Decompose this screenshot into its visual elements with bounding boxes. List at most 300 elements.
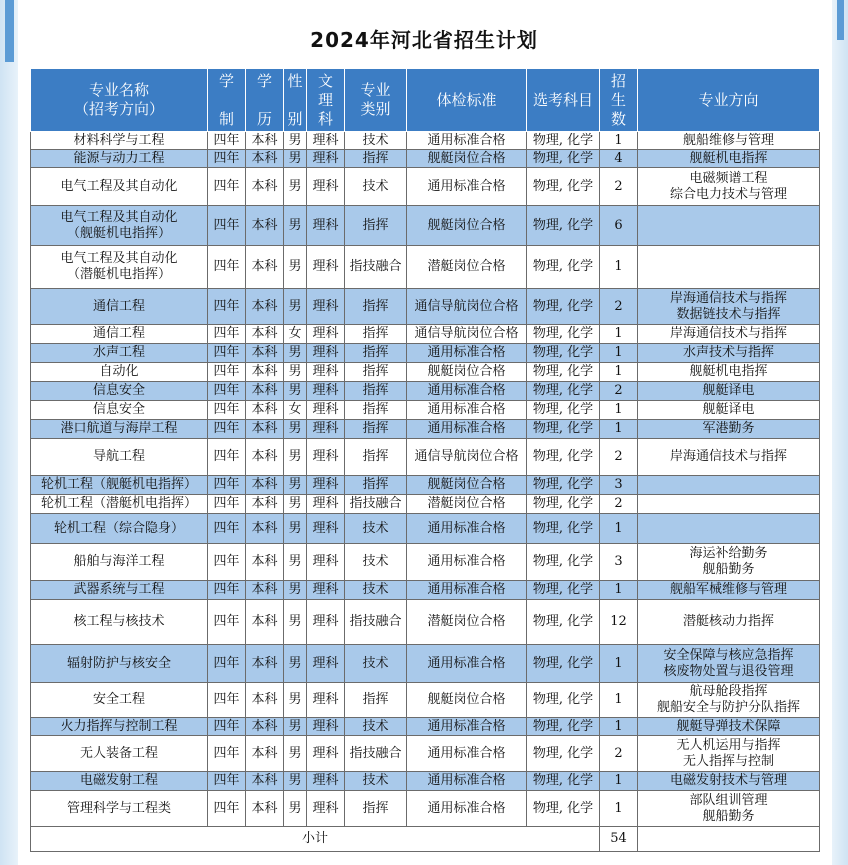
left-decorative-border bbox=[0, 0, 18, 865]
category-cell: 技术 bbox=[345, 581, 407, 600]
subjects-cell: 物理, 化学 bbox=[527, 420, 600, 439]
gender-cell: 男 bbox=[284, 791, 307, 827]
count-cell: 1 bbox=[600, 683, 638, 718]
major-cell-line: 通信工程 bbox=[92, 326, 145, 341]
major-cell-line: 能源与动力工程 bbox=[73, 150, 165, 166]
physical-standard-cell: 通用标准合格 bbox=[407, 168, 527, 206]
major-cell bbox=[31, 791, 208, 827]
track-cell: 理科 bbox=[307, 772, 345, 791]
subjects-cell: 物理, 化学 bbox=[527, 382, 600, 401]
direction-cell bbox=[638, 363, 820, 382]
duration-cell: 四年 bbox=[208, 581, 246, 600]
major-cell-line: 港口航道与海岸工程 bbox=[60, 421, 178, 436]
duration-cell: 四年 bbox=[208, 420, 246, 439]
category-cell: 指技融合 bbox=[345, 736, 407, 772]
table-row bbox=[31, 581, 820, 600]
direction-cell bbox=[638, 581, 820, 600]
count-cell: 1 bbox=[600, 344, 638, 363]
track-cell: 理科 bbox=[307, 544, 345, 581]
category-cell: 指挥 bbox=[345, 401, 407, 420]
subjects-cell: 物理, 化学 bbox=[527, 344, 600, 363]
direction-cell-line: 舰船军械维修与管理 bbox=[669, 582, 787, 597]
track-cell: 理科 bbox=[307, 168, 345, 206]
duration-cell: 四年 bbox=[208, 401, 246, 420]
table-row bbox=[31, 289, 820, 325]
gender-cell: 男 bbox=[284, 206, 307, 246]
degree-cell: 本科 bbox=[246, 736, 284, 772]
table-row bbox=[31, 600, 820, 645]
count-cell: 1 bbox=[600, 132, 638, 150]
major-cell-line: 轮机工程（综合隐身） bbox=[53, 520, 184, 536]
category-cell: 指技融合 bbox=[345, 246, 407, 289]
physical-standard-cell: 通用标准合格 bbox=[407, 132, 527, 150]
degree-cell: 本科 bbox=[246, 246, 284, 289]
major-cell-line: 水声工程 bbox=[92, 345, 145, 360]
gender-cell: 男 bbox=[284, 150, 307, 168]
track-cell: 理科 bbox=[307, 325, 345, 344]
direction-cell bbox=[638, 401, 820, 420]
duration-cell: 四年 bbox=[208, 514, 246, 544]
degree-cell: 本科 bbox=[246, 683, 284, 718]
subjects-cell: 物理, 化学 bbox=[527, 363, 600, 382]
category-cell: 技术 bbox=[345, 514, 407, 544]
physical-standard-cell: 通用标准合格 bbox=[407, 736, 527, 772]
count-cell: 1 bbox=[600, 645, 638, 683]
duration-cell: 四年 bbox=[208, 736, 246, 772]
category-cell: 技术 bbox=[345, 772, 407, 791]
table-row bbox=[31, 683, 820, 718]
track-cell: 理科 bbox=[307, 718, 345, 736]
category-cell: 指挥 bbox=[345, 363, 407, 382]
track-cell: 理科 bbox=[307, 581, 345, 600]
count-cell: 3 bbox=[600, 544, 638, 581]
direction-cell bbox=[638, 514, 820, 544]
physical-standard-cell: 通用标准合格 bbox=[407, 718, 527, 736]
direction-cell-line: 舰船安全与防护分队指挥 bbox=[656, 700, 800, 715]
major-cell-line: 核工程与核技术 bbox=[73, 614, 165, 629]
physical-standard-cell: 通用标准合格 bbox=[407, 420, 527, 439]
direction-cell bbox=[638, 772, 820, 791]
gender-cell: 男 bbox=[284, 132, 307, 150]
degree-cell: 本科 bbox=[246, 206, 284, 246]
track-cell: 理科 bbox=[307, 791, 345, 827]
category-cell: 指挥 bbox=[345, 420, 407, 439]
category-cell: 技术 bbox=[345, 168, 407, 206]
gender-cell: 男 bbox=[284, 544, 307, 581]
direction-cell-line: 岸海通信技术与指挥 bbox=[669, 290, 787, 306]
physical-standard-cell: 潜艇岗位合格 bbox=[407, 600, 527, 645]
track-cell: 理科 bbox=[307, 382, 345, 401]
right-decorative-border bbox=[832, 0, 848, 865]
direction-cell-line: 综合电力技术与管理 bbox=[669, 186, 787, 202]
subjects-cell: 物理, 化学 bbox=[527, 168, 600, 206]
header-degree: 学 历 bbox=[246, 69, 284, 132]
track-cell: 理科 bbox=[307, 600, 345, 645]
duration-cell: 四年 bbox=[208, 206, 246, 246]
total-label: 小计 bbox=[31, 827, 600, 852]
major-cell bbox=[31, 132, 208, 150]
total-blank bbox=[638, 827, 820, 852]
track-cell: 理科 bbox=[307, 514, 345, 544]
category-cell: 技术 bbox=[345, 645, 407, 683]
major-cell bbox=[31, 772, 208, 791]
major-cell-line: 火力指挥与控制工程 bbox=[60, 718, 178, 734]
category-cell: 指挥 bbox=[345, 439, 407, 476]
count-cell: 1 bbox=[600, 325, 638, 344]
direction-cell-line: 舰艇机电指挥 bbox=[689, 364, 768, 379]
subjects-cell: 物理, 化学 bbox=[527, 325, 600, 344]
direction-cell bbox=[638, 132, 820, 150]
subjects-cell: 物理, 化学 bbox=[527, 581, 600, 600]
table-row bbox=[31, 439, 820, 476]
major-cell-line: 电气工程及其自动化 bbox=[60, 209, 178, 225]
degree-cell: 本科 bbox=[246, 132, 284, 150]
major-cell bbox=[31, 246, 208, 289]
gender-cell: 女 bbox=[284, 401, 307, 420]
direction-cell-line: 舰船勤务 bbox=[702, 808, 755, 824]
major-cell bbox=[31, 150, 208, 168]
direction-cell bbox=[638, 325, 820, 344]
direction-cell-line: 岸海通信技术与指挥 bbox=[669, 449, 787, 464]
gender-cell: 男 bbox=[284, 246, 307, 289]
subjects-cell: 物理, 化学 bbox=[527, 772, 600, 791]
subjects-cell: 物理, 化学 bbox=[527, 206, 600, 246]
category-cell: 技术 bbox=[345, 544, 407, 581]
physical-standard-cell: 通用标准合格 bbox=[407, 401, 527, 420]
direction-cell bbox=[638, 420, 820, 439]
category-cell: 指挥 bbox=[345, 150, 407, 168]
category-cell: 指挥 bbox=[345, 683, 407, 718]
category-cell: 技术 bbox=[345, 132, 407, 150]
major-cell-line: 船舶与海洋工程 bbox=[73, 554, 165, 569]
table-row bbox=[31, 420, 820, 439]
major-cell bbox=[31, 581, 208, 600]
count-cell: 3 bbox=[600, 476, 638, 495]
gender-cell: 男 bbox=[284, 344, 307, 363]
table-row bbox=[31, 401, 820, 420]
gender-cell: 男 bbox=[284, 495, 307, 514]
physical-standard-cell: 舰艇岗位合格 bbox=[407, 206, 527, 246]
physical-standard-cell: 通信导航岗位合格 bbox=[407, 439, 527, 476]
category-cell: 技术 bbox=[345, 718, 407, 736]
duration-cell: 四年 bbox=[208, 791, 246, 827]
gender-cell: 男 bbox=[284, 289, 307, 325]
count-cell: 2 bbox=[600, 439, 638, 476]
gender-cell: 男 bbox=[284, 439, 307, 476]
track-cell: 理科 bbox=[307, 683, 345, 718]
major-cell-line: 材料科学与工程 bbox=[73, 132, 165, 148]
major-cell-line: 导航工程 bbox=[92, 449, 145, 464]
degree-cell: 本科 bbox=[246, 420, 284, 439]
direction-cell bbox=[638, 344, 820, 363]
degree-cell: 本科 bbox=[246, 382, 284, 401]
gender-cell: 女 bbox=[284, 325, 307, 344]
header-direction: 专业方向 bbox=[638, 69, 820, 132]
duration-cell: 四年 bbox=[208, 344, 246, 363]
direction-cell-line: 电磁发射技术与管理 bbox=[669, 773, 787, 788]
count-cell: 1 bbox=[600, 401, 638, 420]
subjects-cell: 物理, 化学 bbox=[527, 132, 600, 150]
duration-cell: 四年 bbox=[208, 600, 246, 645]
direction-cell-line: 电磁频谱工程 bbox=[689, 170, 768, 186]
direction-cell bbox=[638, 544, 820, 581]
duration-cell: 四年 bbox=[208, 363, 246, 382]
major-cell bbox=[31, 645, 208, 683]
track-cell: 理科 bbox=[307, 363, 345, 382]
duration-cell: 四年 bbox=[208, 150, 246, 168]
header-subjects: 选考科目 bbox=[527, 69, 600, 132]
degree-cell: 本科 bbox=[246, 439, 284, 476]
physical-standard-cell: 舰艇岗位合格 bbox=[407, 476, 527, 495]
count-cell: 1 bbox=[600, 581, 638, 600]
direction-cell bbox=[638, 206, 820, 246]
count-cell: 1 bbox=[600, 363, 638, 382]
duration-cell: 四年 bbox=[208, 544, 246, 581]
subjects-cell: 物理, 化学 bbox=[527, 150, 600, 168]
direction-cell bbox=[638, 150, 820, 168]
major-cell bbox=[31, 401, 208, 420]
direction-cell-line: 舰艇机电指挥 bbox=[689, 150, 768, 166]
major-cell bbox=[31, 683, 208, 718]
count-cell: 2 bbox=[600, 736, 638, 772]
major-cell bbox=[31, 289, 208, 325]
category-cell: 指技融合 bbox=[345, 600, 407, 645]
track-cell: 理科 bbox=[307, 420, 345, 439]
direction-cell-line: 无人机运用与指挥 bbox=[676, 737, 781, 753]
header-major: 专业名称 （招考方向） bbox=[31, 69, 208, 132]
table-row bbox=[31, 382, 820, 401]
degree-cell: 本科 bbox=[246, 645, 284, 683]
count-cell: 1 bbox=[600, 791, 638, 827]
table-row bbox=[31, 736, 820, 772]
table-row bbox=[31, 206, 820, 246]
degree-cell: 本科 bbox=[246, 344, 284, 363]
major-cell bbox=[31, 168, 208, 206]
physical-standard-cell: 通用标准合格 bbox=[407, 382, 527, 401]
direction-cell bbox=[638, 246, 820, 289]
degree-cell: 本科 bbox=[246, 581, 284, 600]
track-cell: 理科 bbox=[307, 132, 345, 150]
count-cell: 1 bbox=[600, 514, 638, 544]
major-cell bbox=[31, 495, 208, 514]
subjects-cell: 物理, 化学 bbox=[527, 401, 600, 420]
table-row bbox=[31, 544, 820, 581]
header-gender: 性 别 bbox=[284, 69, 307, 132]
major-cell-line: 信息安全 bbox=[92, 383, 145, 398]
major-cell bbox=[31, 439, 208, 476]
direction-cell-line: 军港勤务 bbox=[702, 421, 755, 436]
count-cell: 2 bbox=[600, 289, 638, 325]
subjects-cell: 物理, 化学 bbox=[527, 645, 600, 683]
major-cell-line: （舰艇机电指挥） bbox=[66, 225, 171, 241]
gender-cell: 男 bbox=[284, 514, 307, 544]
table-row bbox=[31, 150, 820, 168]
duration-cell: 四年 bbox=[208, 718, 246, 736]
gender-cell: 男 bbox=[284, 476, 307, 495]
major-cell-line: 安全工程 bbox=[92, 692, 145, 707]
gender-cell: 男 bbox=[284, 736, 307, 772]
major-cell-line: 通信工程 bbox=[92, 298, 145, 314]
major-cell-line: 轮机工程（舰艇机电指挥） bbox=[40, 477, 197, 492]
degree-cell: 本科 bbox=[246, 600, 284, 645]
category-cell: 指技融合 bbox=[345, 495, 407, 514]
gender-cell: 男 bbox=[284, 772, 307, 791]
header-row bbox=[31, 69, 820, 132]
direction-cell-line: 航母舱段指挥 bbox=[689, 684, 768, 699]
physical-standard-cell: 通用标准合格 bbox=[407, 791, 527, 827]
physical-standard-cell: 通用标准合格 bbox=[407, 544, 527, 581]
table-row bbox=[31, 645, 820, 683]
direction-cell-line: 核废物处置与退役管理 bbox=[663, 663, 794, 679]
category-cell: 指挥 bbox=[345, 382, 407, 401]
subjects-cell: 物理, 化学 bbox=[527, 718, 600, 736]
duration-cell: 四年 bbox=[208, 382, 246, 401]
direction-cell-line: 舰艇译电 bbox=[702, 402, 755, 417]
gender-cell: 男 bbox=[284, 581, 307, 600]
track-cell: 理科 bbox=[307, 495, 345, 514]
subjects-cell: 物理, 化学 bbox=[527, 514, 600, 544]
direction-cell-line: 舰艇译电 bbox=[702, 383, 755, 398]
physical-standard-cell: 潜艇岗位合格 bbox=[407, 246, 527, 289]
category-cell: 指挥 bbox=[345, 791, 407, 827]
degree-cell: 本科 bbox=[246, 514, 284, 544]
major-cell-line: 电气工程及其自动化 bbox=[60, 178, 178, 194]
major-cell bbox=[31, 325, 208, 344]
table-row bbox=[31, 718, 820, 736]
track-cell: 理科 bbox=[307, 289, 345, 325]
subjects-cell: 物理, 化学 bbox=[527, 683, 600, 718]
direction-cell-line: 无人指挥与控制 bbox=[682, 753, 774, 769]
header-duration: 学 制 bbox=[208, 69, 246, 132]
category-cell: 指挥 bbox=[345, 344, 407, 363]
count-cell: 4 bbox=[600, 150, 638, 168]
direction-cell bbox=[638, 736, 820, 772]
physical-standard-cell: 通用标准合格 bbox=[407, 645, 527, 683]
track-cell: 理科 bbox=[307, 645, 345, 683]
direction-cell-line: 部队组训管理 bbox=[689, 792, 768, 808]
duration-cell: 四年 bbox=[208, 772, 246, 791]
track-cell: 理科 bbox=[307, 246, 345, 289]
major-cell bbox=[31, 344, 208, 363]
major-cell-line: 电磁发射工程 bbox=[79, 773, 158, 788]
direction-cell-line: 安全保障与核应急指挥 bbox=[663, 647, 794, 663]
count-cell: 1 bbox=[600, 718, 638, 736]
table-row bbox=[31, 344, 820, 363]
gender-cell: 男 bbox=[284, 600, 307, 645]
total-count: 54 bbox=[600, 827, 638, 852]
direction-cell bbox=[638, 683, 820, 718]
header-arts-science: 文 理 科 bbox=[307, 69, 345, 132]
count-cell: 2 bbox=[600, 382, 638, 401]
major-cell-line: （潜艇机电指挥） bbox=[66, 267, 171, 282]
subjects-cell: 物理, 化学 bbox=[527, 439, 600, 476]
count-cell: 1 bbox=[600, 246, 638, 289]
direction-cell bbox=[638, 168, 820, 206]
major-cell-line: 轮机工程（潜艇机电指挥） bbox=[40, 496, 197, 511]
degree-cell: 本科 bbox=[246, 363, 284, 382]
major-cell bbox=[31, 420, 208, 439]
major-cell-line: 电气工程及其自动化 bbox=[60, 251, 178, 266]
subjects-cell: 物理, 化学 bbox=[527, 495, 600, 514]
table-row bbox=[31, 246, 820, 289]
major-cell-line: 管理科学与工程类 bbox=[66, 800, 171, 816]
major-cell bbox=[31, 476, 208, 495]
gender-cell: 男 bbox=[284, 645, 307, 683]
subjects-cell: 物理, 化学 bbox=[527, 289, 600, 325]
count-cell: 1 bbox=[600, 420, 638, 439]
table-row bbox=[31, 363, 820, 382]
direction-cell-line: 潜艇核动力指挥 bbox=[682, 614, 774, 629]
track-cell: 理科 bbox=[307, 736, 345, 772]
physical-standard-cell: 潜艇岗位合格 bbox=[407, 495, 527, 514]
table-row bbox=[31, 791, 820, 827]
direction-cell bbox=[638, 645, 820, 683]
degree-cell: 本科 bbox=[246, 495, 284, 514]
subjects-cell: 物理, 化学 bbox=[527, 476, 600, 495]
table-row bbox=[31, 476, 820, 495]
duration-cell: 四年 bbox=[208, 439, 246, 476]
physical-standard-cell: 舰艇岗位合格 bbox=[407, 683, 527, 718]
enrollment-plan-table bbox=[30, 68, 820, 852]
table-row bbox=[31, 495, 820, 514]
category-cell: 指挥 bbox=[345, 206, 407, 246]
physical-standard-cell: 舰艇岗位合格 bbox=[407, 150, 527, 168]
category-cell: 指挥 bbox=[345, 476, 407, 495]
gender-cell: 男 bbox=[284, 718, 307, 736]
track-cell: 理科 bbox=[307, 206, 345, 246]
degree-cell: 本科 bbox=[246, 544, 284, 581]
direction-cell-line: 舰船勤务 bbox=[702, 562, 755, 577]
duration-cell: 四年 bbox=[208, 289, 246, 325]
physical-standard-cell: 通信导航岗位合格 bbox=[407, 289, 527, 325]
table-row bbox=[31, 168, 820, 206]
degree-cell: 本科 bbox=[246, 168, 284, 206]
direction-cell bbox=[638, 600, 820, 645]
table-row bbox=[31, 772, 820, 791]
track-cell: 理科 bbox=[307, 344, 345, 363]
track-cell: 理科 bbox=[307, 401, 345, 420]
table-row bbox=[31, 132, 820, 150]
major-cell-line: 辐射防护与核安全 bbox=[66, 655, 171, 671]
physical-standard-cell: 通用标准合格 bbox=[407, 514, 527, 544]
subjects-cell: 物理, 化学 bbox=[527, 600, 600, 645]
degree-cell: 本科 bbox=[246, 791, 284, 827]
subjects-cell: 物理, 化学 bbox=[527, 246, 600, 289]
count-cell: 12 bbox=[600, 600, 638, 645]
count-cell: 2 bbox=[600, 495, 638, 514]
major-cell-line: 无人装备工程 bbox=[79, 745, 158, 761]
degree-cell: 本科 bbox=[246, 289, 284, 325]
gender-cell: 男 bbox=[284, 168, 307, 206]
degree-cell: 本科 bbox=[246, 401, 284, 420]
duration-cell: 四年 bbox=[208, 683, 246, 718]
direction-cell-line: 岸海通信技术与指挥 bbox=[669, 326, 787, 341]
track-cell: 理科 bbox=[307, 150, 345, 168]
category-cell: 指挥 bbox=[345, 325, 407, 344]
duration-cell: 四年 bbox=[208, 132, 246, 150]
category-cell: 指挥 bbox=[345, 289, 407, 325]
direction-cell bbox=[638, 382, 820, 401]
direction-cell-line: 舰艇导弹技术保障 bbox=[676, 718, 781, 734]
count-cell: 1 bbox=[600, 772, 638, 791]
physical-standard-cell: 通用标准合格 bbox=[407, 581, 527, 600]
major-cell-line: 自动化 bbox=[99, 364, 139, 379]
total-row bbox=[31, 827, 820, 852]
physical-standard-cell: 通用标准合格 bbox=[407, 772, 527, 791]
duration-cell: 四年 bbox=[208, 325, 246, 344]
gender-cell: 男 bbox=[284, 382, 307, 401]
direction-cell bbox=[638, 289, 820, 325]
